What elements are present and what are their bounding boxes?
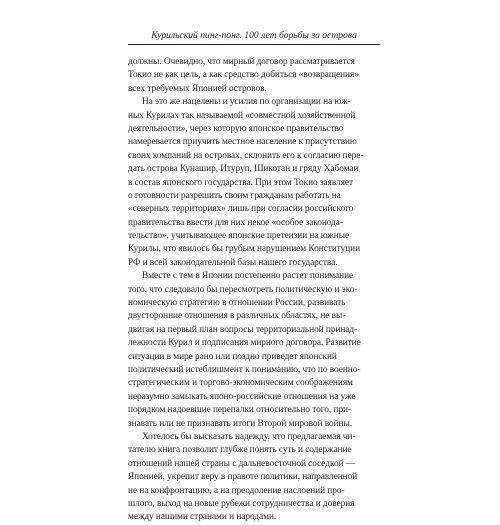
text-line: неразумно замыкать японо-российские отношения на уже — [128, 391, 356, 402]
running-header: Курильский пинг-понг. 100 лет борьбы за острова — [151, 30, 357, 41]
text-line: Токио не как цель, а как средство добиться «возвращения» — [128, 70, 359, 81]
text-line: РФ и всей законодательной базы нашего государства. — [128, 257, 338, 268]
text-line: всех требуемых Японией островов. — [128, 83, 267, 94]
text-line: ных Курилах так называемой «совместной хозяйственной — [128, 110, 356, 121]
text-line: ситуации в мире рано или поздно приведет японский — [128, 351, 337, 362]
text-line: того, что следовало бы пересмотреть политическую и эко- — [128, 284, 358, 295]
text-line: не на конфронтацию, а на преодоление наслоений про- — [128, 485, 345, 496]
text-line: деятельности», через которую японское правительство — [128, 123, 344, 134]
text-line: лежности Курил и подписания мирного договора. Развитие — [128, 338, 361, 349]
text-line: тельство», учитывающее японские претензии на южные — [128, 231, 350, 242]
paragraph-3 — [128, 270, 380, 431]
text-line: стратегическим и торгово-экономическим соображениям — [128, 378, 353, 389]
text-line: своих компаний на островах, склонить его к согласию пере- — [128, 150, 364, 161]
text-line: Курилы, что явилось бы грубым нарушением Конституции — [128, 244, 361, 255]
text-line: намеревается приучить местное население к присутствию — [128, 137, 357, 148]
text-line: шлого, выход на новые рубежи сотрудничества и доверия — [128, 498, 355, 509]
text-line: в состав японского государства. При этом Токио заявляет — [128, 177, 354, 188]
header-rule — [128, 44, 380, 45]
text-line: номическую стратегию в отношении России, развивать — [128, 298, 346, 309]
text-line: о готовности разрешить своим гражданам работать на — [128, 190, 341, 201]
text-line: Японией, укрепит веру в правоте политики, направленной — [128, 472, 358, 483]
text-line: политический истеблишмент к пониманию, что по военно- — [128, 364, 361, 375]
text-line: двигая на первый план вопросы территориальной принад- — [128, 324, 358, 335]
text-line: дать острова Кунашир, Итуруп, Шикотан и гряду Хабомаи — [128, 164, 359, 175]
text-line: «северных территориях» лишь при согласии российского — [128, 204, 354, 215]
text-line: Вместе с тем в Японии постепенно растет понимание — [142, 271, 354, 282]
text-line: порядком надоевшие перепалки относительно того, при- — [128, 405, 351, 416]
paragraph-4 — [128, 431, 380, 525]
text-line: между нашими странами и народами. — [128, 512, 277, 523]
text-line: отношений нашей страны с дальневосточной соседкой — — [128, 458, 356, 469]
text-line: правительства ввести для них некое «особое законода- — [128, 217, 343, 228]
text-line: На это же нацелены и усилия по организации на юж- — [142, 97, 351, 108]
text-line: знавать или не признавать итоги Второй мировой войны. — [128, 418, 352, 429]
text-line: Хотелось бы высказать надежду, что предлагаемая чи- — [142, 431, 356, 442]
text-line: двусторонние отношения в различных областях, не вы- — [128, 311, 346, 322]
paragraph-2 — [128, 96, 380, 270]
paragraph-1 — [128, 56, 380, 96]
text-line: тателю книга позволит глубже понять суть и содержание — [128, 445, 352, 456]
text-line: должны. Очевидно, что мирный договор рассматривается — [128, 57, 355, 67]
body-text — [128, 56, 380, 525]
